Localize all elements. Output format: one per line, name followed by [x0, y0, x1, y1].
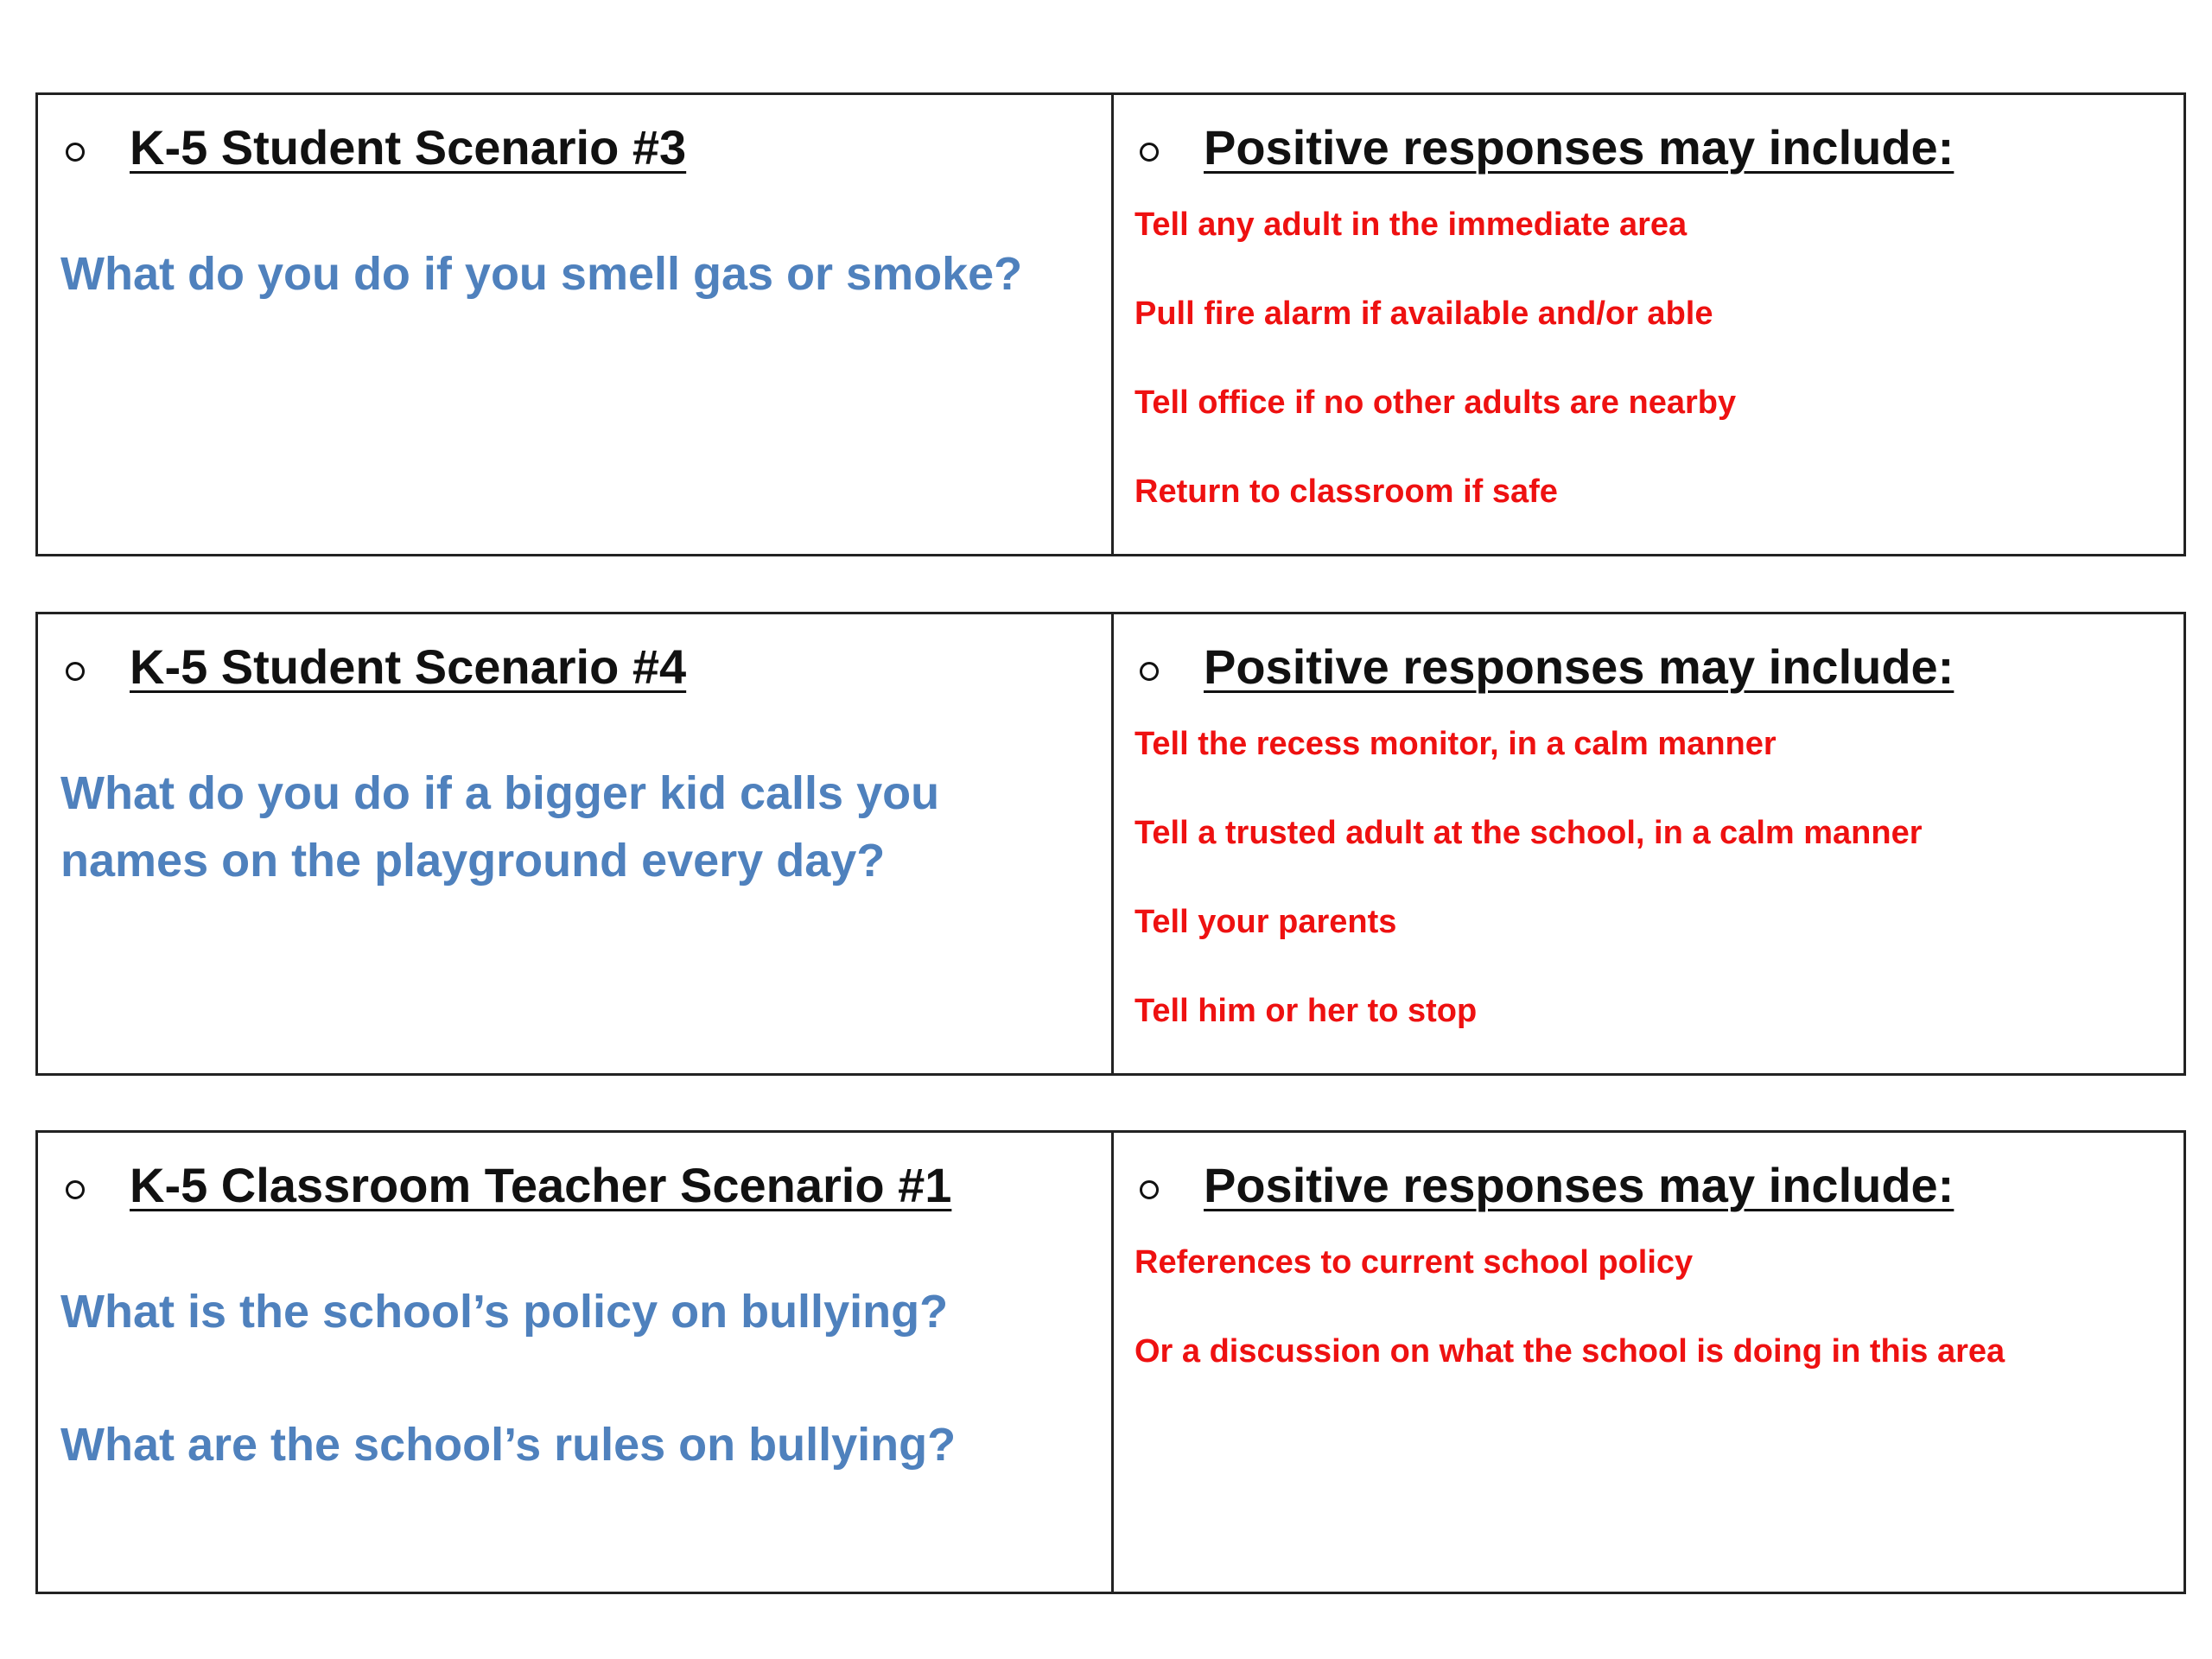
response-item: Tell office if no other adults are nearby	[1135, 385, 1737, 421]
response-item: Tell your parents	[1135, 904, 1397, 940]
responses-heading-row	[1135, 1148, 2183, 1221]
teacher-scenario-card-1	[35, 1130, 2186, 1594]
scenario-panel	[38, 1133, 1114, 1592]
scenario-heading-row	[60, 111, 1111, 183]
response-item: Return to classroom if safe	[1135, 474, 1558, 510]
scenario-title: K-5 Student Scenario #3	[130, 119, 687, 175]
response-item: Tell the recess monitor, in a calm manner	[1135, 726, 1777, 762]
scenario-card-4	[35, 612, 2186, 1076]
hollow-bullet-icon	[1140, 1180, 1159, 1199]
scenario-question: What are the school’s rules on bullying?	[60, 1419, 957, 1471]
scenario-heading-row	[60, 1148, 1111, 1221]
scenario-heading-row	[60, 630, 1111, 702]
scenario-panel	[38, 614, 1114, 1073]
hollow-bullet-icon	[1140, 143, 1159, 162]
response-item: References to current school policy	[1135, 1244, 1694, 1281]
response-item: Or a discussion on what the school is doing in this area	[1135, 1333, 2005, 1370]
hollow-bullet-icon	[1140, 662, 1159, 681]
responses-heading-row	[1135, 630, 2183, 702]
scenario-question: What do you do if a bigger kid calls you names on the playground every day?	[60, 767, 940, 887]
scenario-card-3	[35, 92, 2186, 556]
responses-list	[1135, 204, 2183, 512]
responses-title: Positive responses may include:	[1204, 639, 1955, 694]
response-item: Tell a trusted adult at the school, in a calm manner	[1135, 815, 1923, 851]
responses-heading-row	[1135, 111, 2183, 183]
responses-panel	[1114, 1133, 2183, 1592]
responses-panel	[1114, 95, 2183, 554]
scenario-panel	[38, 95, 1114, 554]
response-item: Tell him or her to stop	[1135, 993, 1478, 1029]
hollow-bullet-icon	[66, 143, 85, 162]
responses-list	[1135, 723, 2183, 1032]
responses-title: Positive responses may include:	[1204, 1157, 1955, 1212]
hollow-bullet-icon	[66, 1180, 85, 1199]
scenario-title: K-5 Student Scenario #4	[130, 639, 687, 694]
response-item: Tell any adult in the immediate area	[1135, 207, 1688, 243]
scenario-question: What do you do if you smell gas or smoke?	[60, 248, 1023, 300]
hollow-bullet-icon	[66, 662, 85, 681]
scenario-title: K-5 Classroom Teacher Scenario #1	[130, 1157, 952, 1212]
responses-panel	[1114, 614, 2183, 1073]
responses-list	[1135, 1242, 2183, 1372]
scenario-question: What is the school’s policy on bullying?	[60, 1286, 949, 1338]
response-item: Pull fire alarm if available and/or able	[1135, 296, 1713, 332]
responses-title: Positive responses may include:	[1204, 119, 1955, 175]
